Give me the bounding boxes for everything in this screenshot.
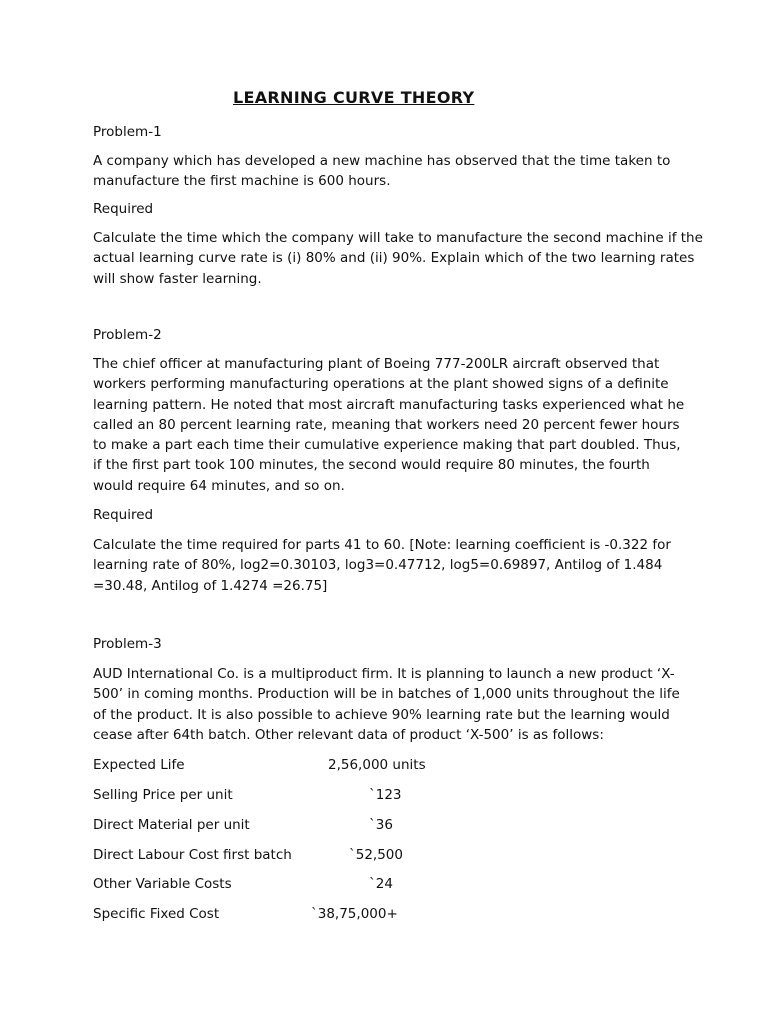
data-row-direct-labour [93, 845, 693, 865]
data-label: Other Variable Costs [93, 876, 232, 892]
text-line: learning pattern. He noted that most aircraft manufacturing tasks experienced what he [93, 396, 685, 413]
data-row-other-variable [93, 874, 693, 894]
text-line: manufacture the first machine is 600 hours. [93, 173, 391, 190]
problem-2-heading: Problem-2 [93, 327, 162, 343]
problem-3-heading: Problem-3 [93, 636, 162, 652]
text-line: called an 80 percent learning rate, meaning that workers need 20 percent fewer hours [93, 416, 680, 433]
text-line: AUD International Co. is a multiproduct firm. It is planning to launch a new product ‘X- [93, 666, 675, 682]
text-line: =30.48, Antilog of 1.4274 =26.75] [93, 577, 328, 594]
data-label: Expected Life [93, 757, 185, 773]
data-row-expected-life [93, 755, 693, 775]
data-row-direct-material [93, 815, 693, 835]
data-value: `52,500 [349, 847, 403, 863]
problem-1-heading: Problem-1 [93, 124, 162, 140]
text-line: The chief officer at manufacturing plant of Boeing 777-200LR aircraft observed that [93, 356, 660, 372]
text-line: A company which has developed a new machine has observed that the time taken to [93, 153, 671, 169]
text-line: of the product. It is also possible to achieve 90% learning rate but the learning would [93, 706, 670, 723]
text-line: learning rate of 80%, log2=0.30103, log3=0.47712, log5=0.69897, Antilog of 1.484 [93, 557, 663, 574]
text-line: Calculate the time which the company will take to manufacture the second machine if the [93, 230, 703, 246]
data-value: `36 [369, 817, 393, 833]
data-value: `38,75,000+ [311, 906, 398, 922]
problem-1-required [93, 228, 703, 289]
text-line: cease after 64th batch. Other relevant data of product ‘X-500’ is as follows: [93, 726, 604, 743]
problem-2-required [93, 535, 683, 596]
data-label: Direct Labour Cost first batch [93, 847, 292, 863]
data-row-selling-price [93, 785, 693, 805]
text-line: would require 64 minutes, and so on. [93, 477, 345, 494]
data-label: Selling Price per unit [93, 787, 233, 803]
problem-2-required-label: Required [93, 507, 154, 523]
text-line: 500’ in coming months. Production will be in batches of 1,000 units throughout the life [93, 686, 680, 703]
text-line: if the first part took 100 minutes, the second would require 80 minutes, the fourth [93, 457, 650, 474]
data-row-specific-fixed [93, 904, 693, 924]
text-line: actual learning curve rate is (i) 80% and (ii) 90%. Explain which of the two learning rates [93, 250, 695, 267]
problem-3-body [93, 664, 683, 745]
problem-2-body [93, 354, 683, 496]
data-value: 2,56,000 units [328, 757, 426, 773]
problem-1-body [93, 151, 683, 192]
data-label: Direct Material per unit [93, 817, 250, 833]
text-line: to make a part each time their cumulative experience making that part doubled. Thus, [93, 437, 681, 454]
problem-1-required-label: Required [93, 201, 154, 217]
document-title: LEARNING CURVE THEORY [233, 88, 475, 107]
text-line: will show faster learning. [93, 270, 262, 287]
data-value: `24 [369, 876, 393, 892]
text-line: workers performing manufacturing operations at the plant showed signs of a definite [93, 376, 669, 393]
text-line: Calculate the time required for parts 41 to 60. [Note: learning coefficient is -0.322 for [93, 537, 671, 553]
data-label: Specific Fixed Cost [93, 906, 220, 922]
data-value: `123 [369, 787, 402, 803]
